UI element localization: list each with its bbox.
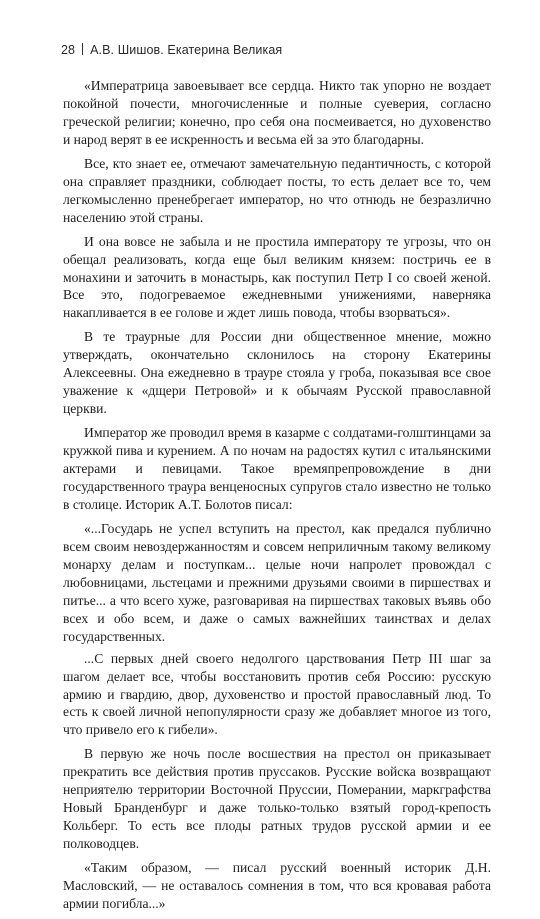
quote-paragraph: «...Государь не успел вступить на престол, как предался публично всем своим невоздержанностям и совсем неприличным такому великому монарху делам и поступкам... целые ночи напролет провождал с любовницами, льстецами и прежними друзьями своими в пиршествах и питье... а что всего хуже, разговаривая на пиршествах таковых въявь обо всех и обо всем, и даже о самых важнейших таинствах и делах государственных. [63,520,491,644]
paragraph: И она вовсе не забыла и не простила императору те угрозы, что он обещал реализовать, когда еще был великим князем: постричь ее в монахини и заточить в монастырь, как поступил Петр I со своей женой. Все это, подогреваемое ежедневными унижениями, наверняка накапливается в ее голове и ждет лишь повода, чтобы взорваться». [63,233,491,321]
header-divider [82,43,83,55]
quote-paragraph: ...С первых дней своего недолгого царствования Петр III шаг за шагом делает все, чтобы восстановить против себя Россию: русскую армию и гвардию, двор, духовенство и простой православный люд. То есть к своей личной непопулярности сразу же добавляет многое из того, что привело его к гибели». [63,650,491,738]
body-text [63,77,491,919]
page-number: 28 [61,43,76,57]
running-header [61,43,282,57]
paragraph: В первую же ночь после восшествия на престол он приказывает прекратить все действия против пруссаков. Русские войска возвращают неприятелю территории Восточной Пруссии, Померании, маркграфства Новый Бранденбург и даже только-только взятый город-крепость Кольберг. То есть все плоды ратных трудов русской армии и ее полководцев. [63,746,491,852]
running-title: А.В. Шишов. Екатерина Великая [90,43,283,57]
paragraph: Император же проводил время в казарме с солдатами-голштинцами за кружкой пива и курением. А по ночам на радостях кутил с итальянскими актерами и певицами. Такое времяпрепровождение в дни государственного траура венценосных супругов стало известно не только в столице. Историк А.Т. Болотов писал: [63,425,491,512]
paragraph: В те траурные для России дни общественное мнение, можно утверждать, окончательно склонилось на сторону Екатерины Алексеевны. Она ежедневно в трауре стояла у гроба, показывая все свое уважение к «дщери Петровой» и к обычаям Русской православной церкви. [63,329,491,417]
paragraph: Все, кто знает ее, отмечают замечательную педантичность, с которой она справляет праздники, соблюдает посты, то есть делает все то, чем легкомысленно пренебрегает император, но что отнюдь не безразлично населению этой страны. [63,155,491,225]
quote-paragraph: «Таким образом, — писал русский военный историк Д.Н. Масловский, — не оставалось сомнения в том, что вся кровавая работа армии погибла...» [63,860,491,911]
paragraph: «Императрица завоевывает все сердца. Никто так упорно не воздает покойной почести, многочисленные и полные суеверия, согласно греческой религии; конечно, про себя она посмеивается, но духовенство и народ верят в ее искренность и весьма ей за это благодарны. [63,78,491,147]
